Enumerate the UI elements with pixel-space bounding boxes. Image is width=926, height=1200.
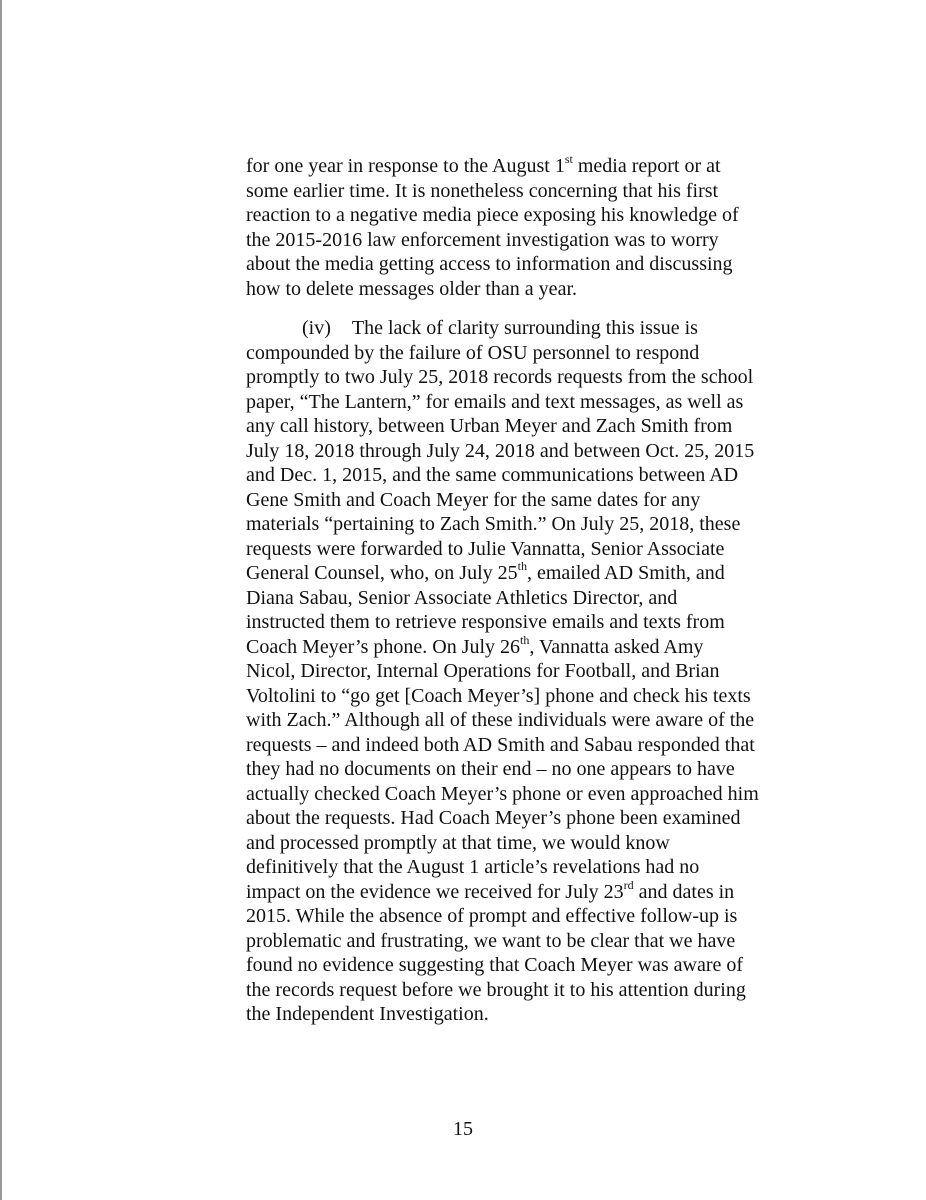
- text-line: about the requests. Had Coach Meyer’s phone been examined: [246, 807, 741, 829]
- text-line: some earlier time. It is nonetheless concerning that his first: [246, 179, 719, 202]
- text-line: requests were forwarded to Julie Vannatta, Senior Associate: [246, 537, 725, 560]
- text-line: paper, “The Lantern,” for emails and text messages, as well as: [246, 390, 744, 413]
- text-run: impact on the evidence we received for July 23: [246, 880, 624, 903]
- text-line: and Dec. 1, 2015, and the same communications between AD: [246, 464, 739, 486]
- text-line: problematic and frustrating, we want to be clear that we have: [246, 929, 736, 952]
- text-run: The lack of clarity surrounding this issue is: [351, 317, 698, 339]
- text-line: reaction to a negative media piece exposing his knowledge of: [246, 204, 739, 226]
- superscript: th: [517, 559, 527, 574]
- text-line: with Zach.” Although all of these individuals were aware of the: [246, 709, 755, 731]
- text-line: July 18, 2018 through July 24, 2018 and between Oct. 25, 2015: [246, 439, 755, 462]
- text-line: actually checked Coach Meyer’s phone or even approached him: [246, 782, 759, 805]
- text-line: any call history, between Urban Meyer and Zach Smith from: [246, 415, 733, 437]
- text-line: [246, 154, 806, 179]
- list-marker: (iv): [302, 317, 331, 339]
- text-run: Coach Meyer’s phone. On July 26: [246, 635, 521, 658]
- text-line: and processed promptly at that time, we would know: [246, 831, 670, 854]
- text-run: , Vannatta asked Amy: [529, 635, 704, 658]
- body-text: [246, 154, 806, 1027]
- text-line: Nicol, Director, Internal Operations for Football, and Brian: [246, 660, 720, 682]
- text-line: Gene Smith and Coach Meyer for the same dates for any: [246, 488, 701, 511]
- superscript: rd: [623, 877, 634, 892]
- paragraph-1: [246, 154, 806, 301]
- text-line: how to delete messages older than a year.: [246, 277, 577, 300]
- text-line: [246, 632, 806, 660]
- superscript: st: [564, 152, 573, 167]
- paragraph-spacer: [246, 301, 806, 316]
- text-run: media report or at: [572, 155, 721, 177]
- text-line: the Independent Investigation.: [246, 1003, 489, 1025]
- text-run: for one year in response to the August 1: [246, 155, 565, 177]
- text-run: General Counsel, who, on July 25: [246, 562, 518, 584]
- text-line: [246, 316, 806, 341]
- text-line: materials “pertaining to Zach Smith.” On July 25, 2018, these: [246, 513, 741, 535]
- text-line: they had no documents on their end – no one appears to have: [246, 758, 735, 780]
- text-line: promptly to two July 25, 2018 records requests from the school: [246, 366, 754, 388]
- text-line: 2015. While the absence of prompt and effective follow-up is: [246, 905, 738, 927]
- text-line: [246, 561, 806, 586]
- text-line: the records request before we brought it to his attention during: [246, 978, 746, 1001]
- text-run: and dates in: [633, 880, 735, 903]
- text-line: Voltolini to “go get [Coach Meyer’s] phone and check his texts: [246, 684, 751, 707]
- text-line: [246, 877, 806, 905]
- text-line: requests – and indeed both AD Smith and Sabau responded that: [246, 733, 755, 756]
- superscript: th: [520, 632, 530, 647]
- text-line: the 2015-2016 law enforcement investigation was to worry: [246, 228, 719, 251]
- text-run: , emailed AD Smith, and: [526, 562, 725, 584]
- page-number: 15: [453, 1118, 473, 1140]
- text-line: definitively that the August 1 article’s revelations had no: [246, 856, 700, 878]
- text-line: Diana Sabau, Senior Associate Athletics Director, and: [246, 586, 678, 609]
- text-line: about the media getting access to information and discussing: [246, 253, 733, 275]
- text-line: found no evidence suggesting that Coach Meyer was aware of: [246, 954, 744, 976]
- text-line: compounded by the failure of OSU personnel to respond: [246, 341, 700, 364]
- paragraph-2: [246, 316, 806, 1027]
- page-edge: [0, 0, 2, 1200]
- text-line: instructed them to retrieve responsive emails and texts from: [246, 611, 725, 633]
